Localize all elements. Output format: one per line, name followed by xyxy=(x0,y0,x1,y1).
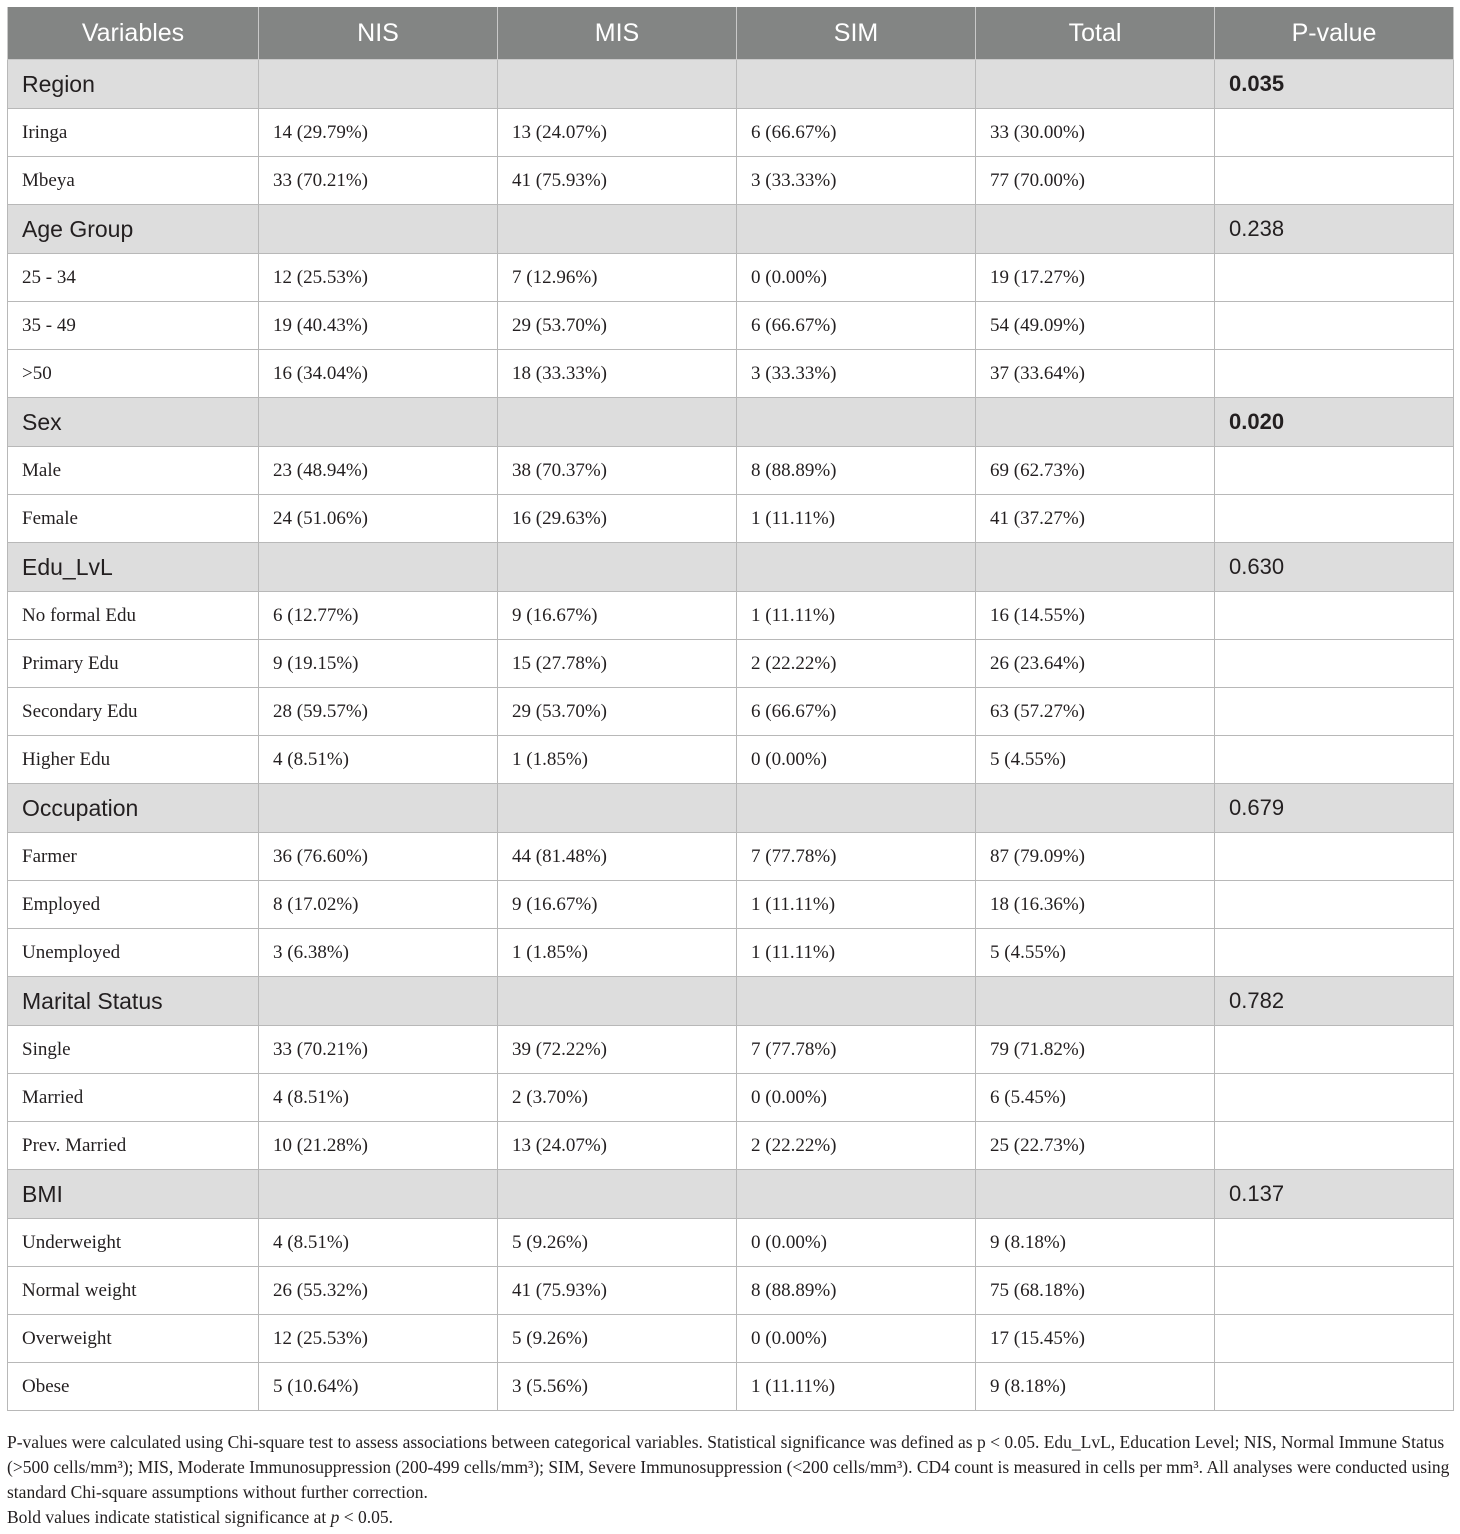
cell-nis: 12 (25.53%) xyxy=(259,254,498,302)
cell-total: 18 (16.36%) xyxy=(976,881,1215,929)
table-row xyxy=(8,157,1454,205)
group-empty-cell xyxy=(737,977,976,1026)
cell-sim: 6 (66.67%) xyxy=(737,688,976,736)
cell-nis: 8 (17.02%) xyxy=(259,881,498,929)
cell-mis: 13 (24.07%) xyxy=(498,1122,737,1170)
cell-total: 9 (8.18%) xyxy=(976,1363,1215,1411)
cell-mis: 16 (29.63%) xyxy=(498,495,737,543)
table-row xyxy=(8,640,1454,688)
cell-mis: 9 (16.67%) xyxy=(498,592,737,640)
cell-total: 6 (5.45%) xyxy=(976,1074,1215,1122)
cell-total: 87 (79.09%) xyxy=(976,833,1215,881)
group-name: Occupation xyxy=(8,784,259,833)
cell-sim: 1 (11.11%) xyxy=(737,881,976,929)
cell-p-value-empty xyxy=(1215,1315,1454,1363)
cell-sim: 1 (11.11%) xyxy=(737,495,976,543)
group-empty-cell xyxy=(737,1170,976,1219)
table-header xyxy=(8,7,1454,60)
cell-total: 41 (37.27%) xyxy=(976,495,1215,543)
group-empty-cell xyxy=(259,205,498,254)
group-empty-cell xyxy=(737,543,976,592)
row-label: Iringa xyxy=(8,109,259,157)
cell-mis: 5 (9.26%) xyxy=(498,1219,737,1267)
header-total: Total xyxy=(976,7,1215,60)
cell-nis: 10 (21.28%) xyxy=(259,1122,498,1170)
cell-p-value-empty xyxy=(1215,1267,1454,1315)
cell-mis: 9 (16.67%) xyxy=(498,881,737,929)
cell-p-value-empty xyxy=(1215,881,1454,929)
cell-total: 9 (8.18%) xyxy=(976,1219,1215,1267)
row-label: Unemployed xyxy=(8,929,259,977)
row-label: Normal weight xyxy=(8,1267,259,1315)
group-empty-cell xyxy=(498,977,737,1026)
row-label: Overweight xyxy=(8,1315,259,1363)
cell-sim: 1 (11.11%) xyxy=(737,1363,976,1411)
cell-sim: 0 (0.00%) xyxy=(737,1074,976,1122)
cell-p-value-empty xyxy=(1215,254,1454,302)
group-p-value: 0.035 xyxy=(1215,60,1454,109)
group-empty-cell xyxy=(259,784,498,833)
cell-sim: 8 (88.89%) xyxy=(737,1267,976,1315)
row-label: 25 - 34 xyxy=(8,254,259,302)
data-table-container xyxy=(7,7,1453,1411)
cell-nis: 3 (6.38%) xyxy=(259,929,498,977)
row-label: No formal Edu xyxy=(8,592,259,640)
cell-sim: 2 (22.22%) xyxy=(737,640,976,688)
cell-nis: 6 (12.77%) xyxy=(259,592,498,640)
cell-p-value-empty xyxy=(1215,1363,1454,1411)
group-header-row xyxy=(8,543,1454,592)
table-row xyxy=(8,1122,1454,1170)
group-p-value: 0.782 xyxy=(1215,977,1454,1026)
cell-total: 77 (70.00%) xyxy=(976,157,1215,205)
row-label: Male xyxy=(8,447,259,495)
group-empty-cell xyxy=(976,543,1215,592)
cell-mis: 2 (3.70%) xyxy=(498,1074,737,1122)
cell-mis: 41 (75.93%) xyxy=(498,157,737,205)
footnote-bold-note xyxy=(7,1505,1453,1530)
cell-sim: 0 (0.00%) xyxy=(737,1315,976,1363)
group-p-value: 0.630 xyxy=(1215,543,1454,592)
group-empty-cell xyxy=(498,398,737,447)
cell-p-value-empty xyxy=(1215,929,1454,977)
group-name: Marital Status xyxy=(8,977,259,1026)
table-row xyxy=(8,495,1454,543)
group-empty-cell xyxy=(498,60,737,109)
cell-nis: 16 (34.04%) xyxy=(259,350,498,398)
cell-sim: 3 (33.33%) xyxy=(737,157,976,205)
group-empty-cell xyxy=(498,1170,737,1219)
cell-p-value-empty xyxy=(1215,592,1454,640)
cell-total: 69 (62.73%) xyxy=(976,447,1215,495)
cell-mis: 1 (1.85%) xyxy=(498,929,737,977)
table-row xyxy=(8,350,1454,398)
cell-total: 75 (68.18%) xyxy=(976,1267,1215,1315)
row-label: Prev. Married xyxy=(8,1122,259,1170)
cell-sim: 8 (88.89%) xyxy=(737,447,976,495)
cell-p-value-empty xyxy=(1215,447,1454,495)
table-row xyxy=(8,736,1454,784)
group-empty-cell xyxy=(976,784,1215,833)
cell-sim: 1 (11.11%) xyxy=(737,592,976,640)
table-row xyxy=(8,447,1454,495)
group-name: Sex xyxy=(8,398,259,447)
group-empty-cell xyxy=(259,60,498,109)
footnote-bold-suffix: < 0.05. xyxy=(339,1507,394,1527)
group-empty-cell xyxy=(498,543,737,592)
group-header-row xyxy=(8,205,1454,254)
cell-total: 5 (4.55%) xyxy=(976,736,1215,784)
cell-sim: 6 (66.67%) xyxy=(737,109,976,157)
footnote-bold-prefix: Bold values indicate statistical significance at xyxy=(7,1507,331,1527)
table-row xyxy=(8,688,1454,736)
cell-total: 54 (49.09%) xyxy=(976,302,1215,350)
cell-mis: 18 (33.33%) xyxy=(498,350,737,398)
cell-total: 79 (71.82%) xyxy=(976,1026,1215,1074)
table-row xyxy=(8,1219,1454,1267)
group-name: BMI xyxy=(8,1170,259,1219)
cell-mis: 29 (53.70%) xyxy=(498,302,737,350)
row-label: >50 xyxy=(8,350,259,398)
cell-nis: 28 (59.57%) xyxy=(259,688,498,736)
cell-nis: 14 (29.79%) xyxy=(259,109,498,157)
cell-total: 16 (14.55%) xyxy=(976,592,1215,640)
table-row xyxy=(8,592,1454,640)
group-p-value: 0.020 xyxy=(1215,398,1454,447)
row-label: Underweight xyxy=(8,1219,259,1267)
group-header-row xyxy=(8,398,1454,447)
cell-total: 33 (30.00%) xyxy=(976,109,1215,157)
group-empty-cell xyxy=(976,60,1215,109)
cell-p-value-empty xyxy=(1215,1219,1454,1267)
row-label: Mbeya xyxy=(8,157,259,205)
cell-total: 5 (4.55%) xyxy=(976,929,1215,977)
cell-p-value-empty xyxy=(1215,157,1454,205)
cell-sim: 6 (66.67%) xyxy=(737,302,976,350)
header-mis: MIS xyxy=(498,7,737,60)
cell-mis: 29 (53.70%) xyxy=(498,688,737,736)
cell-total: 17 (15.45%) xyxy=(976,1315,1215,1363)
group-empty-cell xyxy=(259,977,498,1026)
cell-sim: 0 (0.00%) xyxy=(737,254,976,302)
footnote-p-italic: p xyxy=(330,1507,340,1527)
cell-total: 26 (23.64%) xyxy=(976,640,1215,688)
cell-mis: 15 (27.78%) xyxy=(498,640,737,688)
cell-sim: 0 (0.00%) xyxy=(737,736,976,784)
cell-nis: 33 (70.21%) xyxy=(259,157,498,205)
group-name: Region xyxy=(8,60,259,109)
cell-sim: 0 (0.00%) xyxy=(737,1219,976,1267)
table-row xyxy=(8,1267,1454,1315)
row-label: Higher Edu xyxy=(8,736,259,784)
table-body xyxy=(8,60,1454,1411)
row-label: 35 - 49 xyxy=(8,302,259,350)
group-empty-cell xyxy=(737,784,976,833)
table-row xyxy=(8,1026,1454,1074)
cell-p-value-empty xyxy=(1215,495,1454,543)
row-label: Employed xyxy=(8,881,259,929)
cell-total: 25 (22.73%) xyxy=(976,1122,1215,1170)
group-empty-cell xyxy=(976,977,1215,1026)
group-empty-cell xyxy=(976,205,1215,254)
group-header-row xyxy=(8,60,1454,109)
group-empty-cell xyxy=(737,205,976,254)
group-empty-cell xyxy=(976,1170,1215,1219)
footnote-methods: P-values were calculated using Chi-square test to assess associations between categorical variables. Statistical significance was defined as p < 0.05. Edu_LvL, Education Level; NIS, Normal Immune Status (>500 cells/mm³); MIS, Moderate Immunosuppression (200-499 cells/mm³); SIM, Severe Immunosuppression (<200 cells/mm³). CD4 count is measured in cells per mm³. All analyses were conducted using standard Chi-square assumptions without further correction. xyxy=(7,1432,1450,1502)
cell-nis: 4 (8.51%) xyxy=(259,1219,498,1267)
cell-mis: 38 (70.37%) xyxy=(498,447,737,495)
cell-nis: 4 (8.51%) xyxy=(259,736,498,784)
cell-mis: 1 (1.85%) xyxy=(498,736,737,784)
group-name: Age Group xyxy=(8,205,259,254)
group-empty-cell xyxy=(737,60,976,109)
cell-p-value-empty xyxy=(1215,1122,1454,1170)
group-empty-cell xyxy=(498,205,737,254)
row-label: Secondary Edu xyxy=(8,688,259,736)
table-row xyxy=(8,1315,1454,1363)
cell-total: 19 (17.27%) xyxy=(976,254,1215,302)
row-label: Obese xyxy=(8,1363,259,1411)
header-sim: SIM xyxy=(737,7,976,60)
group-empty-cell xyxy=(737,398,976,447)
cell-sim: 1 (11.11%) xyxy=(737,929,976,977)
table-row xyxy=(8,929,1454,977)
cell-mis: 3 (5.56%) xyxy=(498,1363,737,1411)
group-header-row xyxy=(8,784,1454,833)
header-row xyxy=(8,7,1454,60)
header-nis: NIS xyxy=(259,7,498,60)
cell-mis: 5 (9.26%) xyxy=(498,1315,737,1363)
group-empty-cell xyxy=(259,1170,498,1219)
table-row xyxy=(8,254,1454,302)
cell-sim: 2 (22.22%) xyxy=(737,1122,976,1170)
cell-p-value-empty xyxy=(1215,688,1454,736)
cell-mis: 44 (81.48%) xyxy=(498,833,737,881)
cell-p-value-empty xyxy=(1215,109,1454,157)
table-row xyxy=(8,881,1454,929)
cell-total: 37 (33.64%) xyxy=(976,350,1215,398)
header-variables: Variables xyxy=(8,7,259,60)
cell-p-value-empty xyxy=(1215,1074,1454,1122)
cell-sim: 7 (77.78%) xyxy=(737,1026,976,1074)
group-empty-cell xyxy=(976,398,1215,447)
cell-nis: 36 (76.60%) xyxy=(259,833,498,881)
group-empty-cell xyxy=(259,398,498,447)
table-row xyxy=(8,833,1454,881)
group-header-row xyxy=(8,977,1454,1026)
cell-p-value-empty xyxy=(1215,1026,1454,1074)
cell-nis: 26 (55.32%) xyxy=(259,1267,498,1315)
cell-nis: 19 (40.43%) xyxy=(259,302,498,350)
cell-p-value-empty xyxy=(1215,640,1454,688)
cell-nis: 24 (51.06%) xyxy=(259,495,498,543)
table-row xyxy=(8,109,1454,157)
group-empty-cell xyxy=(498,784,737,833)
row-label: Farmer xyxy=(8,833,259,881)
cell-total: 63 (57.27%) xyxy=(976,688,1215,736)
cell-p-value-empty xyxy=(1215,350,1454,398)
cell-p-value-empty xyxy=(1215,302,1454,350)
cell-p-value-empty xyxy=(1215,833,1454,881)
cell-nis: 12 (25.53%) xyxy=(259,1315,498,1363)
cell-nis: 4 (8.51%) xyxy=(259,1074,498,1122)
group-p-value: 0.137 xyxy=(1215,1170,1454,1219)
cell-sim: 3 (33.33%) xyxy=(737,350,976,398)
row-label: Single xyxy=(8,1026,259,1074)
header-p-value: P-value xyxy=(1215,7,1454,60)
table-row xyxy=(8,302,1454,350)
group-p-value: 0.238 xyxy=(1215,205,1454,254)
group-header-row xyxy=(8,1170,1454,1219)
row-label: Female xyxy=(8,495,259,543)
cell-mis: 7 (12.96%) xyxy=(498,254,737,302)
cell-mis: 39 (72.22%) xyxy=(498,1026,737,1074)
data-table xyxy=(7,7,1454,1411)
row-label: Primary Edu xyxy=(8,640,259,688)
group-empty-cell xyxy=(259,543,498,592)
cell-mis: 13 (24.07%) xyxy=(498,109,737,157)
cell-sim: 7 (77.78%) xyxy=(737,833,976,881)
cell-nis: 23 (48.94%) xyxy=(259,447,498,495)
table-row xyxy=(8,1363,1454,1411)
row-label: Married xyxy=(8,1074,259,1122)
table-footnote xyxy=(7,1430,1453,1530)
cell-mis: 41 (75.93%) xyxy=(498,1267,737,1315)
cell-nis: 33 (70.21%) xyxy=(259,1026,498,1074)
cell-nis: 9 (19.15%) xyxy=(259,640,498,688)
group-name: Edu_LvL xyxy=(8,543,259,592)
cell-p-value-empty xyxy=(1215,736,1454,784)
group-p-value: 0.679 xyxy=(1215,784,1454,833)
cell-nis: 5 (10.64%) xyxy=(259,1363,498,1411)
table-row xyxy=(8,1074,1454,1122)
